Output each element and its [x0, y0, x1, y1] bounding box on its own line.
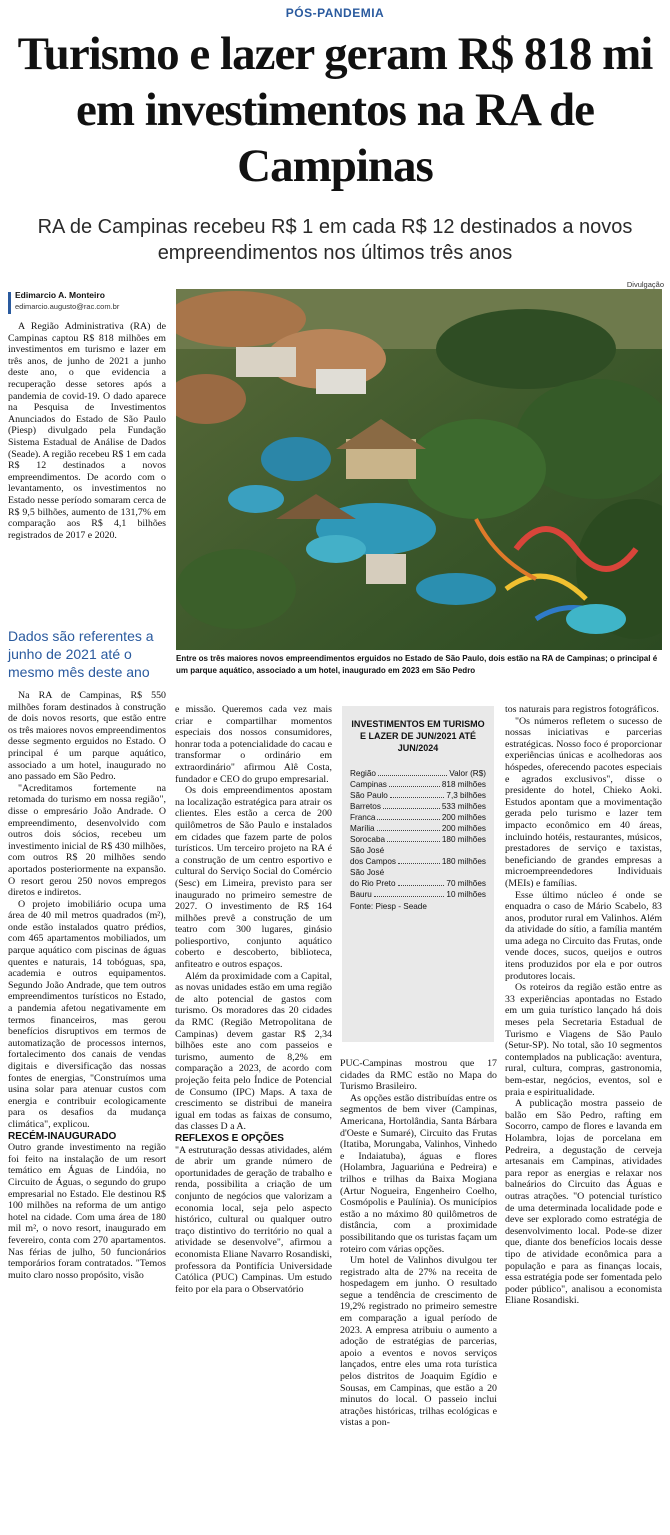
table-row-label: Bauru: [350, 890, 372, 899]
table-row-value: 818 milhões: [441, 780, 486, 789]
article-column-4: [505, 704, 662, 1307]
table-row-label: Campinas: [350, 780, 387, 789]
table-row-label: Sorocaba: [350, 835, 386, 844]
article-paragraph: As opções estão distribuídas entre os segmentos de bem viver (Campinas, Americana, Hortolândia, Santa Bárbara d'Oeste e Sumaré), Circuito das Frutas (Itatiba, Morungaba, Valinhos, Vinhedo e Indaiatuba), águas e flores (Holambra, Jaguariúna e Pedreira) e trilhos e trilhas da Baixa Mogiana (Artur Nogueira, Engenheiro Coelho, Cosmópolis e Paulínia). Os municípios estão a no máximo 80 quilômetros de distância, com a proximidade possibilitando que os turistas façam um roteiro com várias opções.: [340, 1092, 497, 1255]
article-paragraph: tos naturais para registros fotográficos.: [505, 704, 659, 715]
table-row: [350, 801, 486, 812]
headline: Turismo e lazer geram R$ 818 mi em investimentos na RA de Campinas: [17, 28, 653, 192]
table-row: [350, 823, 486, 834]
section-kicker: PÓS-PANDEMIA: [285, 6, 385, 20]
table-row-label: Franca: [350, 813, 376, 822]
article-paragraph: O projeto imobiliário ocupa uma área de 40 mil metros quadrados (m²), onde estão instalados quatro prédios, com 465 apartamentos mobiliados, um parque aquático com piscinas de águas quentes e naturais, 14 tobóguas, spa, academia e outros equipamentos. Segundo João Andrade, que tem outros empreendimentos turísticos no Estado, a pandemia afetou negativamente em termos financeiros, mas gerou benefícios disruptivos em termos de automatização de processos internos, fortalecimento dos canais de vendas digitais e diversificação das nossas fontes de energias, "Construímos uma usina solar para atenuar custos com energia e contribuir ecologicamente para os desafios da mudança climática", explicou.: [8, 898, 166, 1130]
table-row-value: 70 milhões: [446, 879, 486, 888]
leader-dots: [383, 808, 440, 809]
article-paragraph: PUC-Campinas mostrou que 17 cidades da RMC estão no Mapa do Turismo Brasileiro.: [340, 1058, 497, 1093]
table-row-value: 533 milhões: [441, 802, 486, 811]
article-paragraph: Na RA de Campinas, R$ 550 milhões foram destinados à construção de dois novos resorts, que estão entre os três maiores novos empreendimentos desse segmento erguidos no Estado. O principal é um parque aquático, associado a um hotel, inaugurado no ano passado em São Pedro.: [8, 690, 166, 783]
table-title: INVESTIMENTOS EM TURISMO E LAZER DE JUN/2021 ATÉ JUN/2024: [351, 719, 485, 753]
table-row-label: São Paulo: [350, 791, 388, 800]
leader-dots: [398, 885, 445, 886]
table-row-value: 7,3 bilhões: [446, 791, 486, 800]
article-paragraph: Um hotel de Valinhos divulgou ter registrado alta de 27% na receita de hospedagem em junho. O resultado segue a tendência de crescimento de 19,2% registrado no primeiro semestre em comparação a igual período de 2023. A empresa atribuiu o aumento a adoção de estratégias de parcerias, apoio a eventos e novos serviços lançados, entre eles uma rota turística pelos distritos de Joaquim Egídio e Sousas, em Campinas, que estão a 20 minutos do local. O passeio inclui atrações históricas, trilhas ecológicas e vistas a pon-: [340, 1255, 497, 1429]
table-row-value: 180 milhões: [441, 835, 486, 844]
table-source: Fonte: Piesp - Seade: [350, 902, 427, 911]
leader-dots: [389, 786, 440, 787]
table-row-label: dos Campos: [350, 857, 396, 866]
table-row: [350, 889, 486, 900]
table-row: [350, 834, 486, 845]
table-header-value: Valor (R$): [449, 769, 486, 778]
subhead-recem-inaugurado: RECÉM-INAUGURADO: [8, 1130, 117, 1142]
leader-dots: [387, 841, 440, 842]
article-column-3: [340, 1058, 497, 1429]
table-row: [350, 856, 486, 867]
table-row-label: São José: [350, 846, 385, 855]
leader-dots: [374, 896, 445, 897]
article-paragraph: Além da proximidade com a Capital, as novas unidades estão em uma região de alto potencial de gastos com turismo. Os moradores das 20 cidades da RMC (Região Metropolitana de Campinas) devem gastar R$ 2,34 bilhões este ano com passeios e turismo, aumento de 8,2% em comparação a 2023, de acordo com projeção feita pelo Índice de Potencial de Consumo (IPC) Maps. A taxa de crescimento se distribui de maneira igual em todas as faixas de consumo, das classes D a A.: [175, 970, 332, 1133]
table-row-label-line: [350, 867, 486, 878]
article-paragraph: Os dois empreendimentos apostam na localização estratégica para atrair os clientes. Eles estão a cerca de 200 quilômetros de São Paulo e instalados em cidades que fazem parte de polos turísticos. Um terceiro projeto na RA é a construção de um centro esportivo e cultural do Serviço Social do Comércio (Sesc) em Limeira, previsto para ser inaugurado no primeiro semestre de 2027. O investimento de R$ 164 milhões prevê a construção de um teatro com 300 lugares, ginásio poliesportivo, conjunto aquático coberto e descoberto, biblioteca, anfiteatro e outros espaços.: [175, 785, 332, 971]
leader-dots: [398, 863, 440, 864]
photo-credit: Divulgação: [626, 280, 664, 289]
article-column-1: [8, 690, 166, 1281]
pull-quote: Dados são referentes a junho de 2021 até o mesmo mês deste ano: [8, 628, 154, 680]
aerial-water-park-photo: [176, 289, 662, 650]
leader-dots: [378, 775, 447, 776]
photo-caption: Entre os três maiores novos empreendimentos erguidos no Estado de São Paulo, dois estão na RA de Campinas; o principal é um parque aquático, associado a um hotel, inaugurado em 2023 em São Pedro: [176, 654, 658, 675]
article-paragraph: "Os números refletem o sucesso de nossas iniciativas e parcerias estratégicas. Nosso foco é proporcionar experiências únicas e acolhedoras aos hóspedes, oferecendo pacotes especiais e agrados exclusivos", disse o presidente do hotel, Chieko Aoki. Estudos apontam que a movimentação gerada pelo turismo e lazer tem impacto econômico em 40 áreas, incluindo hotéis, restaurantes, músicos, prestadores de serviço e taxistas, beneficiando de grandes empresas a microempreendedores Individuais (MEIs) e famílias.: [505, 715, 662, 889]
article-paragraph: "Acreditamos fortemente na retomada do turismo em nossa região", disse o empresário João Andrade. O empreendimento, desenvolvido com outros dois sócios, recebeu um investimento inicial de R$ 430 milhões, com outros R$ 20 milhões sendo aportados posteriormente na expansão. O resort gerou 250 novos empregos diretos e indiretos.: [8, 782, 166, 899]
article-paragraph: e missão. Queremos cada vez mais criar e compartilhar momentos especiais dos nossos consumidores, honrar toda a potencialidade do cacau e transformar o ordinário em extraordinário" afirmou Alê Costa, fundador e CEO do grupo empresarial.: [175, 704, 332, 785]
table-row-value: 180 milhões: [441, 857, 486, 866]
table-row-value: 200 milhões: [441, 824, 486, 833]
table-row-label: Barretos: [350, 802, 381, 811]
leader-dots: [377, 830, 440, 831]
table-row-value: 200 milhões: [441, 813, 486, 822]
table-row-label: do Rio Preto: [350, 879, 396, 888]
table-header-row: [350, 768, 486, 779]
article-paragraph: Os roteiros da região estão entre as 33 experiências apontadas no Estado em um guia turístico lançado há dois meses pela Secretaria Estadual de Turismo e Viagens de São Paulo (Setur-SP). No total, são 10 segmentos contemplados na publicação: aventura, rural, cultura, compras, gastronomia, bem-estar, negócios, eventos, sol e praia e espiritualidade.: [505, 982, 662, 1098]
leader-dots: [377, 819, 439, 820]
article-paragraph: A publicação mostra passeio de balão em São Pedro, rafting em Socorro, campo de flores e lavanda em Holambra, lojas de porcelana em Pedreira, a degustação de cerveja artesanais em Campinas, atividades para repor as energias e relaxar nos balneários do Circuito das Águas e outras atrações. "O potencial turístico de uma determinada localidade pode e deve ser explorado como estratégia de desenvolvimento local. Pode-se dizer que, diante dos benefícios locais desse tipo de atividade econômica para a população e para as finanças locais, essa estratégia pode ser fomentada pelo poder público", analisou a economista Eliane Rosandiski.: [505, 1098, 662, 1307]
table-row: [350, 790, 486, 801]
table-row: [350, 812, 486, 823]
table-row-label: Marília: [350, 824, 375, 833]
table-header-label: Região: [350, 769, 376, 778]
byline-email: edimarcio.augusto@rac.com.br: [15, 302, 120, 311]
article-paragraph: A Região Administrativa (RA) de Campinas captou R$ 818 milhões em investimentos em turismo e lazer em três anos, de junho de 2021 a junho deste ano, o que evidencia a recuperação desse setores após a pandemia de covid-19. O dado aparece na Pesquisa de Investimentos Anunciados do Estado de São Paulo (Piesp) divulgado pela Fundação Sistema Estadual de Análise de Dados (Seade). A região recebeu R$ 1 em cada R$ 12 destinados a novos empreendimentos. De acordo com o levantamento, os investimentos no Estado nesse período somaram cerca de R$ 9,5 bilhões, aumento de 131,7% em comparação aos R$ 4,1 bilhões registrados de 2017 e 2020.: [8, 321, 166, 541]
article-paragraph: Esse último núcleo é onde se enquadra o caso de Mário Scabelo, 83 anos, produtor rural em Valinhos. Além da atividade do sítio, a família mantém uma adega no Circuito das Frutas, onde vende doces, sucos, queijos e outros itens produzidos por ela e por outros produtores locais.: [505, 889, 662, 982]
table-row-value: 10 milhões: [446, 890, 486, 899]
investment-table-box: [342, 706, 494, 1042]
byline: [8, 290, 168, 312]
deck: RA de Campinas recebeu R$ 1 em cada R$ 12 destinados a novos empreendimentos nos últimos três anos: [37, 216, 633, 264]
table-row: [350, 779, 486, 790]
table-row-label: São José: [350, 868, 385, 877]
table-row-label-line: [350, 845, 486, 856]
leader-dots: [390, 797, 445, 798]
article-paragraph: Outro grande investimento na região foi feito na instalação de um resort temático em Águas de Lindóia, no Circuito de Águas, o segundo do grupo empresarial no Estado. Ele destinou R$ 100 milhões na reforma de um antigo hotel na cidade. Com uma área de 180 mil m², o novo resort, inaugurado em fevereiro, conta com 270 apartamentos. Nas férias de julho, 50 funcionários temporários foram contratados. "Temos muito claro nosso propósito, visão: [8, 1142, 166, 1281]
byline-bar: [8, 292, 11, 314]
byline-name: Edimarcio A. Monteiro: [15, 290, 105, 300]
article-paragraph: "A estruturação dessas atividades, além de abrir um grande número de oportunidades de geração de trabalho e renda, possibilita a criação de um conjunto de negócios que valorizam a economia local, seja pelo aspecto histórico, cultural ou qualquer outro traço distintivo do território no qual a atividade se desenvolve", afirmou a economista Eliane Navarro Rosandiski, professora da Pontifícia Universidade Católica (PUC) Campinas. Um estudo feito por ela para o Observatório: [175, 1144, 332, 1295]
subhead-reflexos-e-opcoes: REFLEXOS E OPÇÕES: [175, 1132, 284, 1144]
article-column-2: [175, 704, 332, 1295]
article-column-1-top: [8, 321, 166, 541]
table-row: [350, 878, 486, 889]
